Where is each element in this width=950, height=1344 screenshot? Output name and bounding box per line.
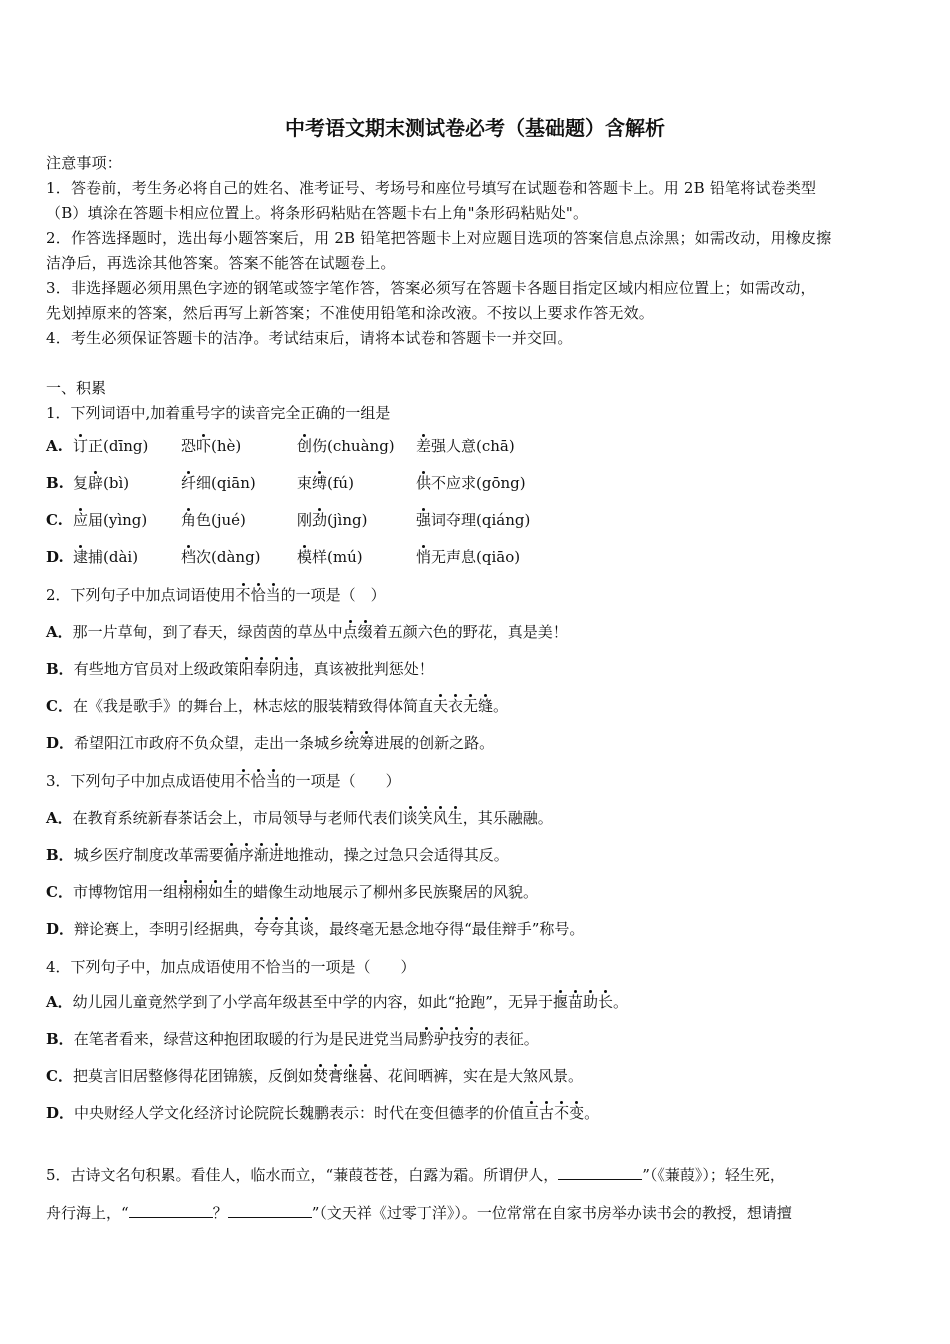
question-3-option-d[interactable]: D．辩论赛上，李明引经据典，夸夸其谈，最终毫无悬念地夺得“最佳辩手”称号。 (46, 920, 585, 938)
question-4-option-c[interactable]: C．把莫言旧居整修得花团锦簇，反倒如焚膏继晷、花间晒裤，实在是大煞风景。 (46, 1067, 584, 1085)
emphasis-text: 统筹 (344, 734, 375, 752)
emphasis-text: 夸夸其谈 (254, 920, 315, 938)
answer-blank[interactable] (558, 1165, 642, 1180)
option-label: B． (46, 660, 74, 678)
question-3-option-c[interactable]: C．市博物馆用一组栩栩如生的蜡像生动地展示了柳州多民族聚居的风貌。 (46, 883, 539, 901)
notice-line: 2．作答选择题时，选出每小题答案后，用 2B 铅笔把答题卡上对应题目选项的答案信息点涂黑；如需改动，用橡皮擦 (46, 229, 832, 247)
word-item: 应届(yìng) (73, 511, 148, 529)
notice-line: 先划掉原来的答案，然后再写上新答案；不准使用铅笔和涂改液。不按以上要求作答无效。 (46, 304, 655, 322)
emphasis-text: 焚膏继晷 (312, 1067, 374, 1085)
word-item: 差强人意(chā) (416, 437, 515, 455)
question-2-option-a[interactable]: A．那一片草甸，到了春天，绿茵茵的草丛中点缀着五颜六色的野花，真是美！ (46, 623, 568, 641)
word-item: 模样(mú) (297, 548, 363, 566)
notice-line: 4．考生必须保证答题卡的洁净。考试结束后，请将本试卷和答题卡一并交回。 (46, 329, 573, 347)
emphasis-text: 谈笑风生 (402, 809, 463, 827)
word-item: 复辟(bì) (73, 474, 130, 492)
emphasis-text: 纤 (181, 474, 197, 492)
question-3-stem: 3．下列句子中加点成语使用不恰当的一项是（ ） (46, 772, 401, 790)
notice-line: 1．答卷前，考生务必将自己的姓名、准考证号、考场号和座位号填写在试题卷和答题卡上。用 2B 铅笔将试卷类型 (46, 179, 817, 197)
emphasis-text: 栩栩如生 (177, 883, 239, 901)
emphasis-text: 档 (181, 548, 197, 566)
emphasis-text: 订 (73, 437, 89, 455)
emphasis-text: 不恰当 (235, 772, 281, 790)
notice-line: 洁净后，再选涂其他答案。答案不能答在试题卷上。 (46, 254, 396, 272)
option-label: D. (46, 548, 64, 566)
question-5-line: 5．古诗文名句积累。看佳人，临水而立，“蒹葭苍苍，白露为霜。所谓伊人， ”（《蒹葭》）；轻生死， (46, 1166, 785, 1184)
emphasis-text: 揠苗助长 (552, 993, 614, 1011)
question-2-option-b[interactable]: B．有些地方官员对上级政策阳奉阴违，真该被批判惩处！ (46, 660, 434, 678)
question-2-option-c[interactable]: C．在《我是歌手》的舞台上，林志炫的服装精致得体简直天衣无缝。 (46, 697, 509, 715)
document-title: 中考语文期末测试卷必考（基础题）含解析 (285, 116, 665, 140)
option-label: D． (46, 920, 75, 938)
emphasis-text: 缚 (312, 474, 328, 492)
word-item: 悄无声息(qiāo) (416, 548, 521, 566)
option-label: A． (46, 623, 73, 641)
word-item: 逮捕(dài) (73, 548, 139, 566)
emphasis-text: 点缀 (342, 623, 373, 641)
word-item: 纤细(qiān) (181, 474, 256, 492)
option-label: A. (46, 437, 63, 455)
section-heading: 一、积累 (46, 379, 107, 397)
word-item: 供不应求(gōng) (416, 474, 526, 492)
option-label: C． (46, 1067, 73, 1085)
answer-blank[interactable] (129, 1203, 213, 1218)
option-label: A． (46, 993, 73, 1011)
emphasis-text: 模 (297, 548, 313, 566)
question-2-stem: 2．下列句子中加点词语使用不恰当的一项是（ ） (46, 586, 386, 604)
question-4-option-d[interactable]: D．中央财经人学文化经济讨论院院长魏鹏表示：时代在变但德孝的价值亘古不变。 (46, 1104, 600, 1122)
option-label: D． (46, 1104, 75, 1122)
emphasis-text: 逮 (73, 548, 89, 566)
question-4-stem: 4．下列句子中，加点成语使用不恰当的一项是（ ） (46, 958, 416, 976)
question-3-option-a[interactable]: A．在教育系统新春茶话会上，市局领导与老师代表们谈笑风生，其乐融融。 (46, 809, 553, 827)
word-item: 订正(dīng) (73, 437, 149, 455)
emphasis-text: 循序渐进 (223, 846, 284, 864)
emphasis-text: 劲 (312, 511, 328, 529)
word-item: 强词夺理(qiáng) (416, 511, 531, 529)
emphasis-text: 亘古不变 (524, 1104, 585, 1122)
emphasis-text: 黔驴技穷 (418, 1030, 479, 1048)
answer-blank[interactable] (228, 1203, 312, 1218)
word-item: 创伤(chuàng) (297, 437, 395, 455)
emphasis-text: 强 (416, 511, 432, 529)
question-2-option-d[interactable]: D．希望阳江市政府不负众望，走出一条城乡统筹进展的创新之路。 (46, 734, 495, 752)
question-1-stem: 1．下列词语中,加着重号字的读音完全正确的一组是 (46, 404, 391, 422)
notice-line: 3．非选择题必须用黑色字迹的钢笔或签字笔作答，答案必须写在答题卡各题目指定区域内相应位置上；如需改动， (46, 279, 816, 297)
question-4-option-a[interactable]: A．幼儿园儿童竟然学到了小学高年级甚至中学的内容，如此“抢跑”，无异于揠苗助长。 (46, 993, 629, 1011)
word-item: 恐吓(hè) (181, 437, 242, 455)
question-4-option-b[interactable]: B．在笔者看来，绿营这种抱团取暖的行为是民进党当局黔驴技穷的表征。 (46, 1030, 539, 1048)
word-item: 角色(jué) (181, 511, 246, 529)
emphasis-text: 差 (416, 437, 432, 455)
option-label: B． (46, 846, 74, 864)
question-3-option-b[interactable]: B．城乡医疗制度改革需要循序渐进地推动，操之过急只会适得其反。 (46, 846, 509, 864)
emphasis-text: 阳奉阴违 (238, 660, 299, 678)
emphasis-text: 角 (181, 511, 197, 529)
word-item: 档次(dàng) (181, 548, 261, 566)
question-5-line: 舟行海上，“ ？ ”（文天祥《过零丁洋》）。一位常常在自家书房举办读书会的教授，想请擅 (46, 1204, 792, 1222)
word-item: 刚劲(jìng) (297, 511, 368, 529)
option-label: B. (46, 474, 64, 492)
option-label: D． (46, 734, 75, 752)
word-item: 束缚(fú) (297, 474, 354, 492)
option-label: A． (46, 809, 73, 827)
emphasis-text: 悄 (416, 548, 432, 566)
emphasis-text: 供 (416, 474, 432, 492)
emphasis-text: 天衣无缝 (432, 697, 494, 715)
emphasis-text: 吓 (196, 437, 212, 455)
option-label: B． (46, 1030, 74, 1048)
emphasis-text: 应 (73, 511, 89, 529)
notice-heading: 注意事项： (46, 154, 123, 172)
notice-line: （B）填涂在答题卡相应位置上。将条形码粘贴在答题卡右上角"条形码粘贴处"。 (46, 204, 589, 222)
emphasis-text: 辟 (88, 474, 104, 492)
emphasis-text: 创 (297, 437, 313, 455)
option-label: C. (46, 511, 63, 529)
emphasis-text: 不恰当 (235, 586, 281, 604)
option-label: C． (46, 883, 73, 901)
option-label: C． (46, 697, 73, 715)
